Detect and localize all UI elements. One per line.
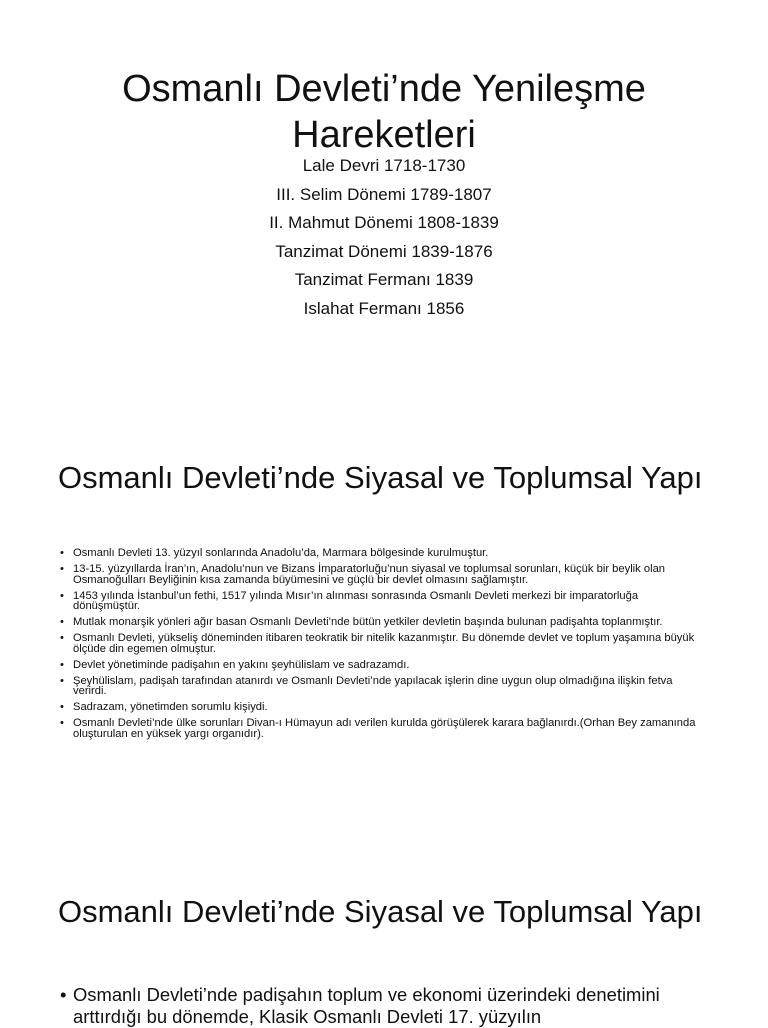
slide-1-period-list xyxy=(60,152,708,324)
slide-3-bullet-list xyxy=(58,984,718,1028)
bullet-item: • Sadrazam, yönetimden sorumlu kişiydi. xyxy=(58,702,704,713)
bullet-item: • Osmanlı Devleti, yükseliş döneminden itibaren teokratik bir nitelik kazanmıştır. Bu dönemde devlet ve toplum yaşamına büyük ölçüde din egemen olmuştur. xyxy=(58,633,704,654)
bullet-item: • Osmanlı Devleti 13. yüzyıl sonlarında Anadolu’da, Marmara bölgesinde kurulmuştur. xyxy=(58,548,704,559)
slide-3 xyxy=(0,874,768,1027)
slide-2 xyxy=(0,440,768,850)
period-item: III. Selim Dönemi 1789-1807 xyxy=(276,184,492,204)
period-item: Islahat Fermanı 1856 xyxy=(303,298,465,318)
bullet-item: • 13-15. yüzyıllarda İran’ın, Anadolu’nun ve Bizans İmparatorluğu’nun siyasal ve toplumsal sorunları, küçük bir beylik olan Osmanoğulları Beyliğinin kısa zamanda büyümesini ve güçlü bir devlet olmasını sağlamıştır. xyxy=(58,564,704,585)
slide-2-title: Osmanlı Devleti’nde Siyasal ve Toplumsal Yapı xyxy=(58,460,703,495)
bullet-item: • Osmanlı Devleti’nde padişahın toplum ve ekonomi üzerindeki denetimini arttırdığı bu dönemde, Klasik Osmanlı Devleti 17. yüzyılın xyxy=(58,984,718,1028)
bullet-item: • Şeyhülislam, padişah tarafından atanırdı ve Osmanlı Devleti’nde yapılacak işlerin dine uygun olup olmadığına ilişkin fetva verirdi. xyxy=(58,676,704,697)
period-item: II. Mahmut Dönemi 1808-1839 xyxy=(269,213,499,233)
bullet-item: • Mutlak monarşik yönleri ağır basan Osmanlı Devleti’nde bütün yetkiler devletin başında bulunan padişahta toplanmıştır. xyxy=(58,617,704,628)
slide-1-title: Osmanlı Devleti’nde Yenileşme Hareketleri xyxy=(122,68,646,156)
period-item: Tanzimat Dönemi 1839-1876 xyxy=(275,241,493,261)
bullet-item: • Devlet yönetiminde padişahın en yakını şeyhülislam ve sadrazamdı. xyxy=(58,660,704,671)
slide-3-title: Osmanlı Devleti’nde Siyasal ve Toplumsal Yapı xyxy=(58,894,703,929)
bullet-item: • Osmanlı Devleti’nde ülke sorunları Divan-ı Hümayun adı verilen kurulda görüşülerek karara bağlanırdı.(Orhan Bey zamanında oluşturulan en yüksek yargı organıdır). xyxy=(58,718,704,739)
slide-1 xyxy=(0,0,768,430)
period-item: Lale Devri 1718-1730 xyxy=(302,156,466,175)
bullet-item: • 1453 yılında İstanbul’un fethi, 1517 yılında Mısır’ın alınması sonrasında Osmanlı Devleti merkezi bir imparatorluğa dönüşmüştür. xyxy=(58,591,704,612)
slide-2-bullet-list xyxy=(58,548,704,745)
period-item: Tanzimat Fermanı 1839 xyxy=(294,270,474,290)
